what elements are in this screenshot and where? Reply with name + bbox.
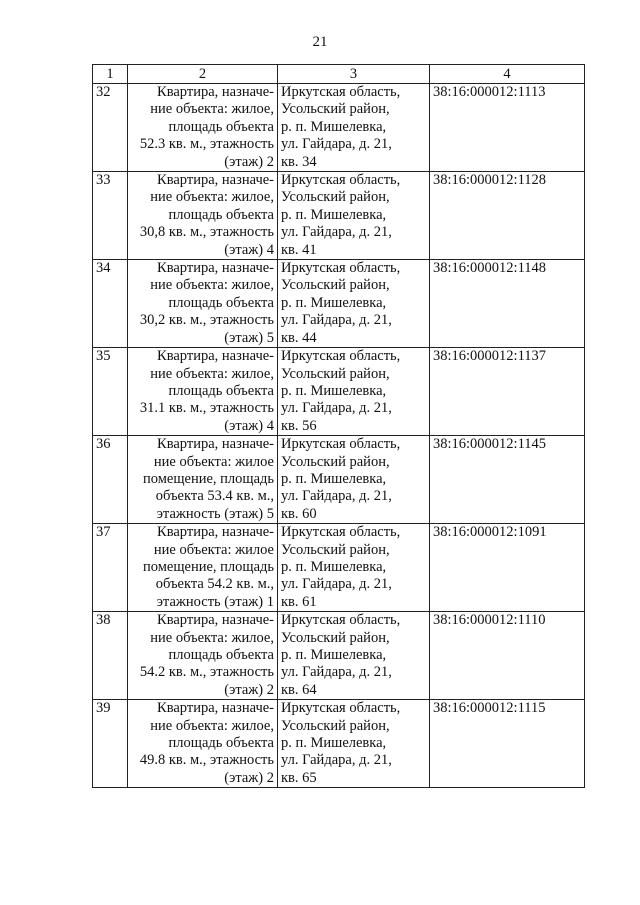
table-row — [93, 524, 585, 612]
cadastral-number: 38:16:000012:1110 — [430, 612, 585, 700]
description-line: ние объекта: жилое — [153, 453, 274, 470]
object-address — [278, 524, 430, 612]
address-line: Усольский район, — [281, 541, 390, 558]
description-line: ние объекта: жилое, — [150, 189, 274, 206]
cadastral-number: 38:16:000012:1148 — [430, 260, 585, 348]
object-address — [278, 612, 430, 700]
description-line: площадь объекта — [168, 382, 274, 399]
object-address — [278, 436, 430, 524]
row-number: 33 — [93, 172, 128, 260]
row-number: 35 — [93, 348, 128, 436]
table-row — [93, 260, 585, 348]
object-description — [128, 260, 278, 348]
object-description — [128, 436, 278, 524]
object-address — [278, 172, 430, 260]
description-line: помещение, площадь — [143, 558, 274, 575]
description-line: Квартира, назначе- — [157, 260, 274, 277]
object-address — [278, 84, 430, 172]
column-header-3: 3 — [278, 65, 430, 84]
description-line: Квартира, назначе- — [157, 172, 274, 189]
address-line: кв. 65 — [281, 769, 317, 786]
row-number: 34 — [93, 260, 128, 348]
address-line: Усольский район, — [281, 717, 390, 734]
address-line: Иркутская область, — [281, 348, 401, 365]
row-number: 39 — [93, 700, 128, 788]
description-line: ние объекта: жилое, — [150, 365, 274, 382]
address-line: Иркутская область, — [281, 260, 401, 277]
address-line: ул. Гайдара, д. 21, — [281, 488, 392, 505]
description-line: 30,2 кв. м., этажность — [139, 312, 274, 329]
address-line: р. п. Мишелевка, — [281, 470, 387, 487]
address-line: р. п. Мишелевка, — [281, 118, 387, 135]
description-line: объекта 53.4 кв. м., — [155, 488, 274, 505]
object-description — [128, 700, 278, 788]
table-row — [93, 84, 585, 172]
object-address — [278, 260, 430, 348]
column-header-1: 1 — [93, 65, 128, 84]
address-line: р. п. Мишелевка, — [281, 647, 387, 663]
description-line: 54.2 кв. м., этажность — [139, 664, 274, 681]
address-line: ул. Гайдара, д. 21, — [281, 224, 392, 241]
address-line: ул. Гайдара, д. 21, — [281, 312, 392, 329]
description-line: Квартира, назначе- — [157, 84, 274, 100]
table-row — [93, 348, 585, 436]
description-line: ние объекта: жилое — [153, 541, 274, 558]
table-header-row — [93, 65, 585, 84]
cadastral-number: 38:16:000012:1137 — [430, 348, 585, 436]
row-number: 38 — [93, 612, 128, 700]
address-line: Усольский район, — [281, 365, 390, 382]
address-line: Иркутская область, — [281, 172, 401, 189]
address-line: кв. 44 — [281, 329, 317, 346]
address-line: р. п. Мишелевка, — [281, 206, 387, 223]
table-row — [93, 700, 585, 788]
object-description — [128, 524, 278, 612]
address-line: ул. Гайдара, д. 21, — [281, 576, 392, 593]
description-line: ние объекта: жилое, — [150, 277, 274, 294]
description-line: (этаж) 2 — [224, 681, 274, 698]
address-line: Иркутская область, — [281, 612, 401, 629]
address-line: Усольский район, — [281, 629, 390, 646]
description-line: Квартира, назначе- — [157, 436, 274, 453]
address-line: Усольский район, — [281, 189, 390, 206]
description-line: (этаж) 4 — [224, 241, 274, 258]
object-address — [278, 700, 430, 788]
address-line: ул. Гайдара, д. 21, — [281, 136, 392, 153]
description-line: (этаж) 4 — [224, 417, 274, 434]
address-line: Усольский район, — [281, 453, 390, 470]
address-line: кв. 64 — [281, 681, 317, 698]
description-line: ние объекта: жилое, — [150, 101, 274, 118]
table-row — [93, 172, 585, 260]
property-table — [92, 64, 585, 788]
object-description — [128, 84, 278, 172]
description-line: (этаж) 2 — [224, 769, 274, 786]
address-line: кв. 41 — [281, 241, 317, 258]
description-line: ние объекта: жилое, — [150, 717, 274, 734]
description-line: Квартира, назначе- — [157, 612, 274, 629]
address-line: кв. 60 — [281, 505, 317, 522]
description-line: площадь объекта — [168, 118, 274, 135]
description-line: Квартира, назначе- — [157, 700, 274, 717]
address-line: кв. 56 — [281, 417, 317, 434]
object-description — [128, 348, 278, 436]
address-line: кв. 34 — [281, 153, 317, 170]
address-line: р. п. Мишелевка, — [281, 735, 387, 752]
description-line: (этаж) 5 — [224, 329, 274, 346]
description-line: помещение, площадь — [143, 470, 274, 487]
cadastral-number: 38:16:000012:1091 — [430, 524, 585, 612]
address-line: Иркутская область, — [281, 700, 401, 717]
address-line: ул. Гайдара, д. 21, — [281, 400, 392, 417]
address-line: р. п. Мишелевка, — [281, 294, 387, 311]
address-line: Иркутская область, — [281, 436, 401, 453]
description-line: площадь объекта — [168, 647, 274, 663]
description-line: 31.1 кв. м., этажность — [139, 400, 274, 417]
description-line: Квартира, назначе- — [157, 524, 274, 541]
object-description — [128, 172, 278, 260]
column-header-2: 2 — [128, 65, 278, 84]
page-number: 21 — [312, 34, 328, 50]
address-line: Иркутская область, — [281, 84, 401, 100]
address-line: ул. Гайдара, д. 21, — [281, 664, 392, 681]
table-row — [93, 612, 585, 700]
address-line: Усольский район, — [281, 101, 390, 118]
description-line: 52.3 кв. м., этажность — [139, 136, 274, 153]
address-line: ул. Гайдара, д. 21, — [281, 752, 392, 769]
description-line: этажность (этаж) 5 — [156, 505, 274, 522]
table-body — [93, 84, 585, 788]
description-line: площадь объекта — [168, 294, 274, 311]
row-number: 37 — [93, 524, 128, 612]
address-line: р. п. Мишелевка, — [281, 382, 387, 399]
address-line: р. п. Мишелевка, — [281, 558, 387, 575]
description-line: объекта 54.2 кв. м., — [155, 576, 274, 593]
row-number: 36 — [93, 436, 128, 524]
description-line: (этаж) 2 — [224, 153, 274, 170]
table-row — [93, 436, 585, 524]
cadastral-number: 38:16:000012:1128 — [430, 172, 585, 260]
row-number: 32 — [93, 84, 128, 172]
cadastral-number: 38:16:000012:1115 — [430, 700, 585, 788]
description-line: Квартира, назначе- — [157, 348, 274, 365]
object-address — [278, 348, 430, 436]
cadastral-number: 38:16:000012:1113 — [430, 84, 585, 172]
description-line: 30,8 кв. м., этажность — [139, 224, 274, 241]
description-line: ние объекта: жилое, — [150, 629, 274, 646]
description-line: 49.8 кв. м., этажность — [139, 752, 274, 769]
address-line: Иркутская область, — [281, 524, 401, 541]
description-line: площадь объекта — [168, 206, 274, 223]
column-header-4: 4 — [430, 65, 585, 84]
cadastral-number: 38:16:000012:1145 — [430, 436, 585, 524]
description-line: этажность (этаж) 1 — [156, 593, 274, 610]
description-line: площадь объекта — [168, 735, 274, 752]
address-line: кв. 61 — [281, 593, 317, 610]
address-line: Усольский район, — [281, 277, 390, 294]
object-description — [128, 612, 278, 700]
